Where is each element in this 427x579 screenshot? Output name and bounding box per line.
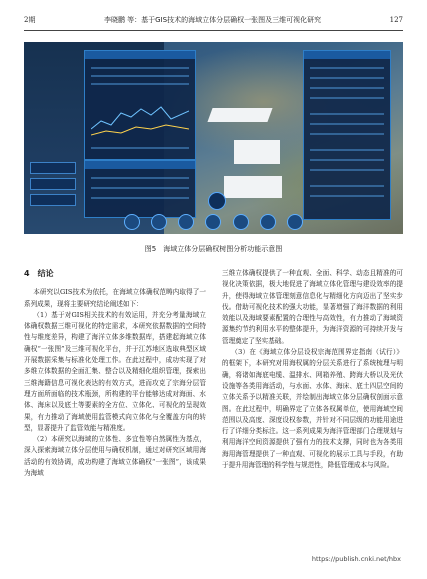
map-tool-button [208, 192, 226, 210]
sea-area-parcel [207, 108, 272, 122]
panel-row [310, 159, 384, 161]
toolbar-icon [205, 214, 221, 230]
right-column [222, 268, 403, 471]
legend-panel [84, 160, 196, 218]
section-heading: 4 结论 [24, 269, 54, 278]
analysis-panel [84, 50, 196, 160]
panel-row [91, 75, 189, 77]
bottom-toolbar [124, 214, 303, 228]
toolbar-icon [260, 214, 276, 230]
running-title: 李晓鹏 等：基于GIS技术的海域立体分层确权一张图及三维可视化研究 [103, 16, 322, 24]
side-menu-item [30, 162, 76, 174]
panel-titlebar [85, 51, 195, 59]
panel-row [310, 77, 384, 79]
info-panel [303, 50, 391, 220]
paragraph: （1）基于对GIS相关技术的有效运用，并充分考量海域立体确权数据三维可视化的特定需求，本研究依据数据的空间特性与维度差异，构建了海洋立体多维数据库，搭建起海域立体确权“一张图”及三维可视化平台，并于江苏地区选取典型区域开展数据采集与标准化处理工作。在此过程中，成功实现了对多维立体数据的全面汇集、整合以及精细化组织管理，探索出三维海籍信息可视化表达的有效方式，进而攻克了宗海分层管理方面所面临的技术瓶颈，所构建的平台能够达成对海面、水体、海床以及底土等要素的全方位、立体化、可视化的呈现效果，有力推动了海域使用监管模式向立体化与全覆盖方向的转型，显著提升了监管效能与精准度。 [24, 310, 206, 432]
panel-row [91, 67, 189, 69]
issue-number: 2期 [24, 16, 36, 24]
paragraph: 三维立体确权提供了一种直观、全面、科学、动态且精准的可视化决策依据，极大地促进了海域立体化管理与建设效率的提升，使得海域立体管理刻意信息化与精细化方向迈出了坚实步伐。借助可视化技术的强大功能，显著增强了海洋数据的利用效能以及海域要素配置的合理性与高效性，有力推动了海域资源集约节约利用水平的整体提升，为海洋资源的可持续开发与管理奠定了坚实基础。 [222, 269, 403, 345]
panel-row [91, 187, 189, 189]
panel-row [310, 123, 384, 125]
running-header [24, 14, 403, 26]
panel-row [91, 177, 189, 179]
panel-titlebar [304, 51, 390, 59]
toolbar-icon [124, 214, 140, 230]
panel-row [91, 147, 189, 149]
panel-row [310, 113, 384, 115]
profile-chart [91, 99, 189, 139]
figure-screenshot [24, 42, 403, 234]
figure-caption: 图5 海域立体分层确权树图分析功能示意图 [144, 245, 283, 253]
page-number: 127 [389, 16, 403, 24]
side-menu [30, 162, 76, 206]
paragraph: （3）在《海域立体分层设权宗海范围界定指南（试行）》的框架下，本研究对用海权属的分层关系进行了系统梳理与明确，将诸如海底电缆、温排水、网箱养殖、跨海大桥以及光伏设施等各类用海活动，与水面、水体、海床、底土四层空间的立体关系予以精准关联，并绘制出海域立体分层确权剖面示意图。在此过程中，明确界定了立体各权属单位，使用海域空间范围以及高度、深度设权参数，并针对不同层级的功能用途进行了详细分类标注。这一系列成果为海洋管理部门合理规划与利用海洋空间资源提供了强有力的技术支撑，同时也为各类用海用海管理提供了一种直观、可视化的展示工具与手段，有助于提升用海管理的科学性与规范性，降低管理成本与风险。 [222, 348, 403, 470]
left-column [24, 268, 206, 479]
toolbar-icon [178, 214, 194, 230]
paragraph: 本研究以GIS技术为依托，在海域立体确权范畴内取得了一系列成果，现将主要研究结论阐述如下： [24, 288, 206, 308]
panel-row [91, 197, 189, 199]
header-rule [24, 30, 403, 31]
toolbar-icon [233, 214, 249, 230]
panel-row [91, 83, 189, 85]
panel-row [310, 133, 384, 135]
paragraph: （2）本研究以海域的立体性、多宜性等自然属性为基点，深入探索海域立体分层使用与确权机制，通过对研究区域用海活动的有效协调，成功构建了海域立体确权“一张图”，该成果为海域 [24, 435, 206, 478]
watermark: https://publish.cnki.net/hbx [311, 555, 401, 563]
panel-row [310, 67, 384, 69]
sea-area-parcel [224, 176, 282, 198]
panel-row [310, 87, 384, 89]
toolbar-icon [287, 214, 303, 230]
panel-row [310, 185, 384, 187]
side-menu-item [30, 178, 76, 190]
panel-row [310, 149, 384, 151]
sea-area-parcel [234, 140, 280, 164]
panel-row [310, 195, 384, 197]
toolbar-icon [151, 214, 167, 230]
panel-row [310, 97, 384, 99]
panel-titlebar [85, 161, 195, 169]
panel-row [310, 169, 384, 171]
side-menu-item [30, 194, 76, 206]
